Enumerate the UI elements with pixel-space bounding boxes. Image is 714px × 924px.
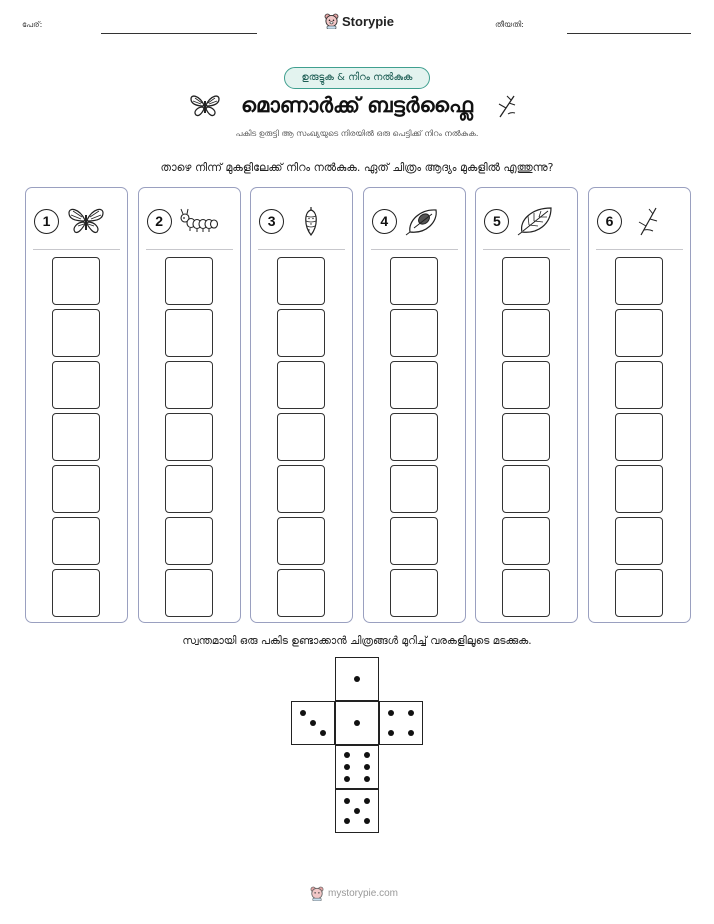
footer [310, 886, 398, 901]
color-box-stack [52, 257, 100, 621]
color-box[interactable] [390, 309, 438, 357]
color-box[interactable] [502, 517, 550, 565]
color-box[interactable] [52, 309, 100, 357]
column-divider [146, 249, 233, 250]
color-box[interactable] [277, 517, 325, 565]
column-header [147, 204, 233, 238]
color-box-stack [165, 257, 213, 621]
name-line [101, 33, 257, 34]
die-face-4 [379, 701, 423, 745]
column-number: 4 [372, 209, 397, 234]
color-box[interactable] [615, 413, 663, 461]
die-face-1 [335, 657, 379, 701]
die-pip [344, 776, 350, 782]
die-pip [388, 730, 394, 736]
color-box[interactable] [277, 309, 325, 357]
color-box[interactable] [52, 413, 100, 461]
die-pip [408, 710, 414, 716]
color-box[interactable] [52, 569, 100, 617]
color-box[interactable] [52, 257, 100, 305]
column-number: 1 [34, 209, 59, 234]
color-box[interactable] [390, 517, 438, 565]
column-divider [483, 249, 570, 250]
column-header [34, 204, 120, 238]
color-box[interactable] [52, 517, 100, 565]
color-box[interactable] [390, 257, 438, 305]
activity-tag: ഉരുട്ടുക & നിറം നൽകുക [284, 67, 430, 89]
color-box[interactable] [615, 257, 663, 305]
color-box[interactable] [390, 569, 438, 617]
twig-icon [495, 93, 519, 119]
column-divider [33, 249, 120, 250]
column-divider [371, 249, 458, 250]
die-pip [344, 798, 350, 804]
die-pip [354, 676, 360, 682]
instruction-text: താഴെ നിന്ന് മുകളിലേക്ക് നിറം നൽകുക. ഏത് ചിത്രം ആദ്യം മുകളിൽ എത്തുന്നു? [160, 161, 554, 174]
die-pip [320, 730, 326, 736]
color-box[interactable] [390, 361, 438, 409]
brand-logo [324, 13, 394, 29]
column-3 [250, 187, 353, 623]
date-label: തീയതി: [495, 20, 524, 29]
color-box-stack [615, 257, 663, 621]
leaf-icon [516, 206, 556, 236]
color-box[interactable] [502, 309, 550, 357]
die-pip [344, 764, 350, 770]
die-face-1 [335, 701, 379, 745]
twig-icon [629, 206, 669, 236]
color-box-stack [502, 257, 550, 621]
color-box[interactable] [277, 413, 325, 461]
die-pip [344, 752, 350, 758]
color-box[interactable] [277, 361, 325, 409]
color-box[interactable] [52, 465, 100, 513]
column-header [259, 204, 345, 238]
column-2 [138, 187, 241, 623]
column-5 [475, 187, 578, 623]
color-box[interactable] [615, 517, 663, 565]
color-box[interactable] [502, 257, 550, 305]
die-pip [364, 764, 370, 770]
die-pip [364, 752, 370, 758]
caterpillar-icon [179, 206, 219, 236]
column-header [484, 204, 570, 238]
column-header [597, 204, 683, 238]
color-box[interactable] [277, 569, 325, 617]
color-box[interactable] [165, 361, 213, 409]
column-6 [588, 187, 691, 623]
bear-logo-icon [310, 886, 324, 901]
die-face-6 [335, 745, 379, 789]
color-box[interactable] [615, 309, 663, 357]
die-pip [300, 710, 306, 716]
die-pip [408, 730, 414, 736]
die-pip [388, 710, 394, 716]
name-label: പേര്: [22, 20, 43, 29]
column-4 [363, 187, 466, 623]
color-box[interactable] [165, 569, 213, 617]
die-pip [344, 818, 350, 824]
color-box[interactable] [165, 257, 213, 305]
footer-url: mystorypie.com [328, 888, 399, 899]
color-box[interactable] [165, 517, 213, 565]
die-face-3 [291, 701, 335, 745]
color-box[interactable] [502, 569, 550, 617]
die-pip [364, 776, 370, 782]
color-box[interactable] [502, 465, 550, 513]
column-1 [25, 187, 128, 623]
column-number: 5 [484, 209, 509, 234]
page-title: മൊണാർക്ക് ബട്ടർഫ്ലൈ [240, 93, 473, 117]
color-box[interactable] [390, 413, 438, 461]
color-box[interactable] [277, 257, 325, 305]
color-box[interactable] [165, 465, 213, 513]
die-pip [354, 720, 360, 726]
die-pip [354, 808, 360, 814]
chrysalis-icon [291, 206, 331, 236]
color-box[interactable] [277, 465, 325, 513]
net-instruction: സ്വന്തമായി ഒരു പകിട ഉണ്ടാക്കാൻ ചിത്രങ്ങൾ മുറിച്ച് വരകളിലൂടെ മടക്കുക. [182, 635, 532, 647]
color-box-stack [390, 257, 438, 621]
seed-pod-icon [404, 206, 444, 236]
color-box[interactable] [165, 413, 213, 461]
color-box[interactable] [615, 569, 663, 617]
color-box[interactable] [165, 309, 213, 357]
date-line [567, 33, 691, 34]
butterfly-icon [66, 206, 106, 236]
die-pip [364, 798, 370, 804]
die-pip [364, 818, 370, 824]
color-box[interactable] [52, 361, 100, 409]
column-header [372, 204, 458, 238]
column-number: 2 [147, 209, 172, 234]
column-divider [258, 249, 345, 250]
color-box[interactable] [615, 361, 663, 409]
column-number: 6 [597, 209, 622, 234]
brand-name: Storypie [342, 13, 395, 29]
color-box[interactable] [390, 465, 438, 513]
bear-logo-icon [324, 13, 339, 29]
color-box[interactable] [615, 465, 663, 513]
color-box[interactable] [502, 413, 550, 461]
column-number: 3 [259, 209, 284, 234]
die-face-5 [335, 789, 379, 833]
die-pip [310, 720, 316, 726]
subtitle: പകിട ഉരുട്ടി ആ സംഖ്യയുടെ നിരയിൽ ഒരു പെട്ടിക്ക് നിറം നൽകുക. [235, 129, 479, 138]
color-box[interactable] [502, 361, 550, 409]
color-box-stack [277, 257, 325, 621]
column-divider [596, 249, 683, 250]
